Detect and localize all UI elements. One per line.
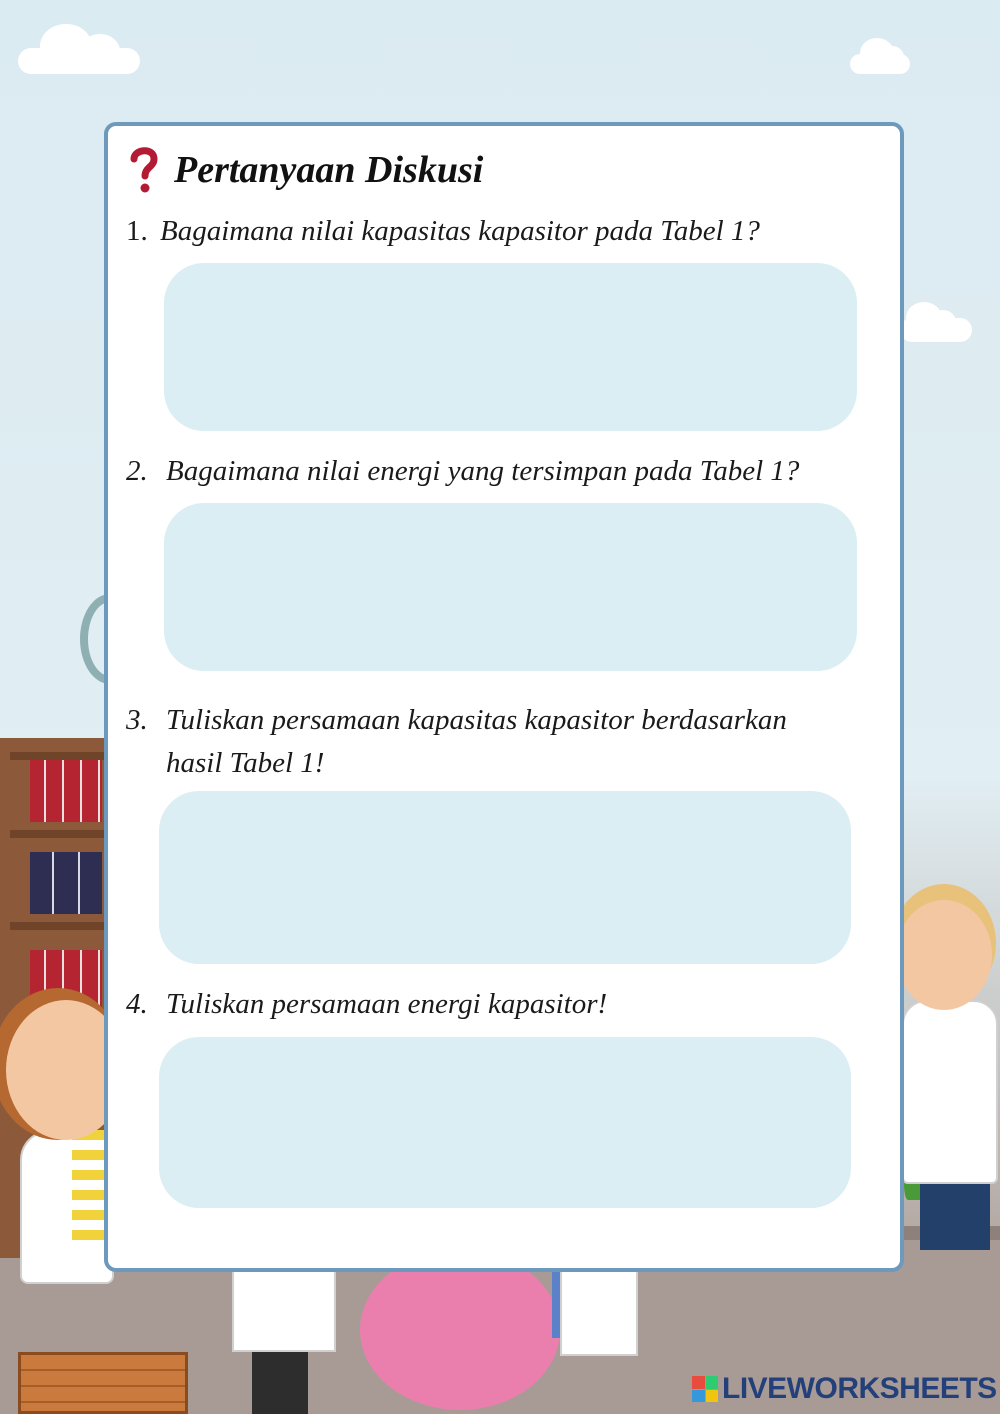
cloud: [900, 318, 972, 342]
answer-box-2[interactable]: [164, 503, 857, 671]
question-number: 1.: [126, 215, 148, 247]
worksheet-header: [126, 142, 483, 198]
badge-square: [706, 1376, 719, 1389]
kid-scientist-coat: [560, 1262, 638, 1356]
liveworksheets-badge-icon: [692, 1376, 718, 1402]
kid-scientist-legs: [252, 1345, 308, 1414]
books-red: [30, 760, 102, 822]
question-1: [126, 210, 866, 253]
question-text-line: hasil Tabel 1!: [166, 747, 325, 779]
books-navy: [30, 852, 102, 914]
shelf-board: [10, 752, 110, 760]
question-number: 2.: [126, 455, 148, 487]
shelf-board: [10, 830, 110, 838]
question-text: Bagaimana nilai energi yang tersimpan pada Tabel 1?: [166, 455, 800, 487]
question-4: [126, 983, 866, 1026]
shelf-board: [10, 922, 110, 930]
badge-square: [692, 1390, 705, 1403]
kid-scientist-coat: [232, 1268, 336, 1352]
boy-scientist-head: [896, 900, 992, 1010]
question-text: Bagaimana nilai kapasitas kapasitor pada Tabel 1?: [160, 215, 760, 247]
crate-illustration: [18, 1352, 188, 1414]
badge-square: [692, 1376, 705, 1389]
page-title: Pertanyaan Diskusi: [174, 149, 484, 191]
question-number: 4.: [126, 988, 148, 1020]
answer-box-1[interactable]: [164, 263, 857, 431]
question-text-line: Tuliskan persamaan kapasitas kapasitor berdasarkan: [166, 704, 787, 736]
cloud: [850, 54, 910, 74]
girl-scientist-shirt: [72, 1130, 106, 1250]
liveworksheets-wordmark: LIVEWORKSHEETS: [722, 1372, 997, 1405]
answer-box-4[interactable]: [159, 1037, 851, 1208]
answer-box-3[interactable]: [159, 791, 851, 964]
liveworksheets-logo[interactable]: [692, 1372, 997, 1406]
question-2: [126, 450, 866, 493]
question-mark-icon: [126, 145, 162, 195]
boy-scientist-coat: [902, 1000, 998, 1184]
question-3: [126, 699, 866, 785]
question-number: 3.: [126, 704, 148, 736]
question-text: Tuliskan persamaan energi kapasitor!: [166, 988, 608, 1020]
cloud: [18, 48, 140, 74]
question-text: [166, 699, 787, 785]
badge-square: [706, 1390, 719, 1403]
balloon-illustration: [360, 1250, 560, 1410]
